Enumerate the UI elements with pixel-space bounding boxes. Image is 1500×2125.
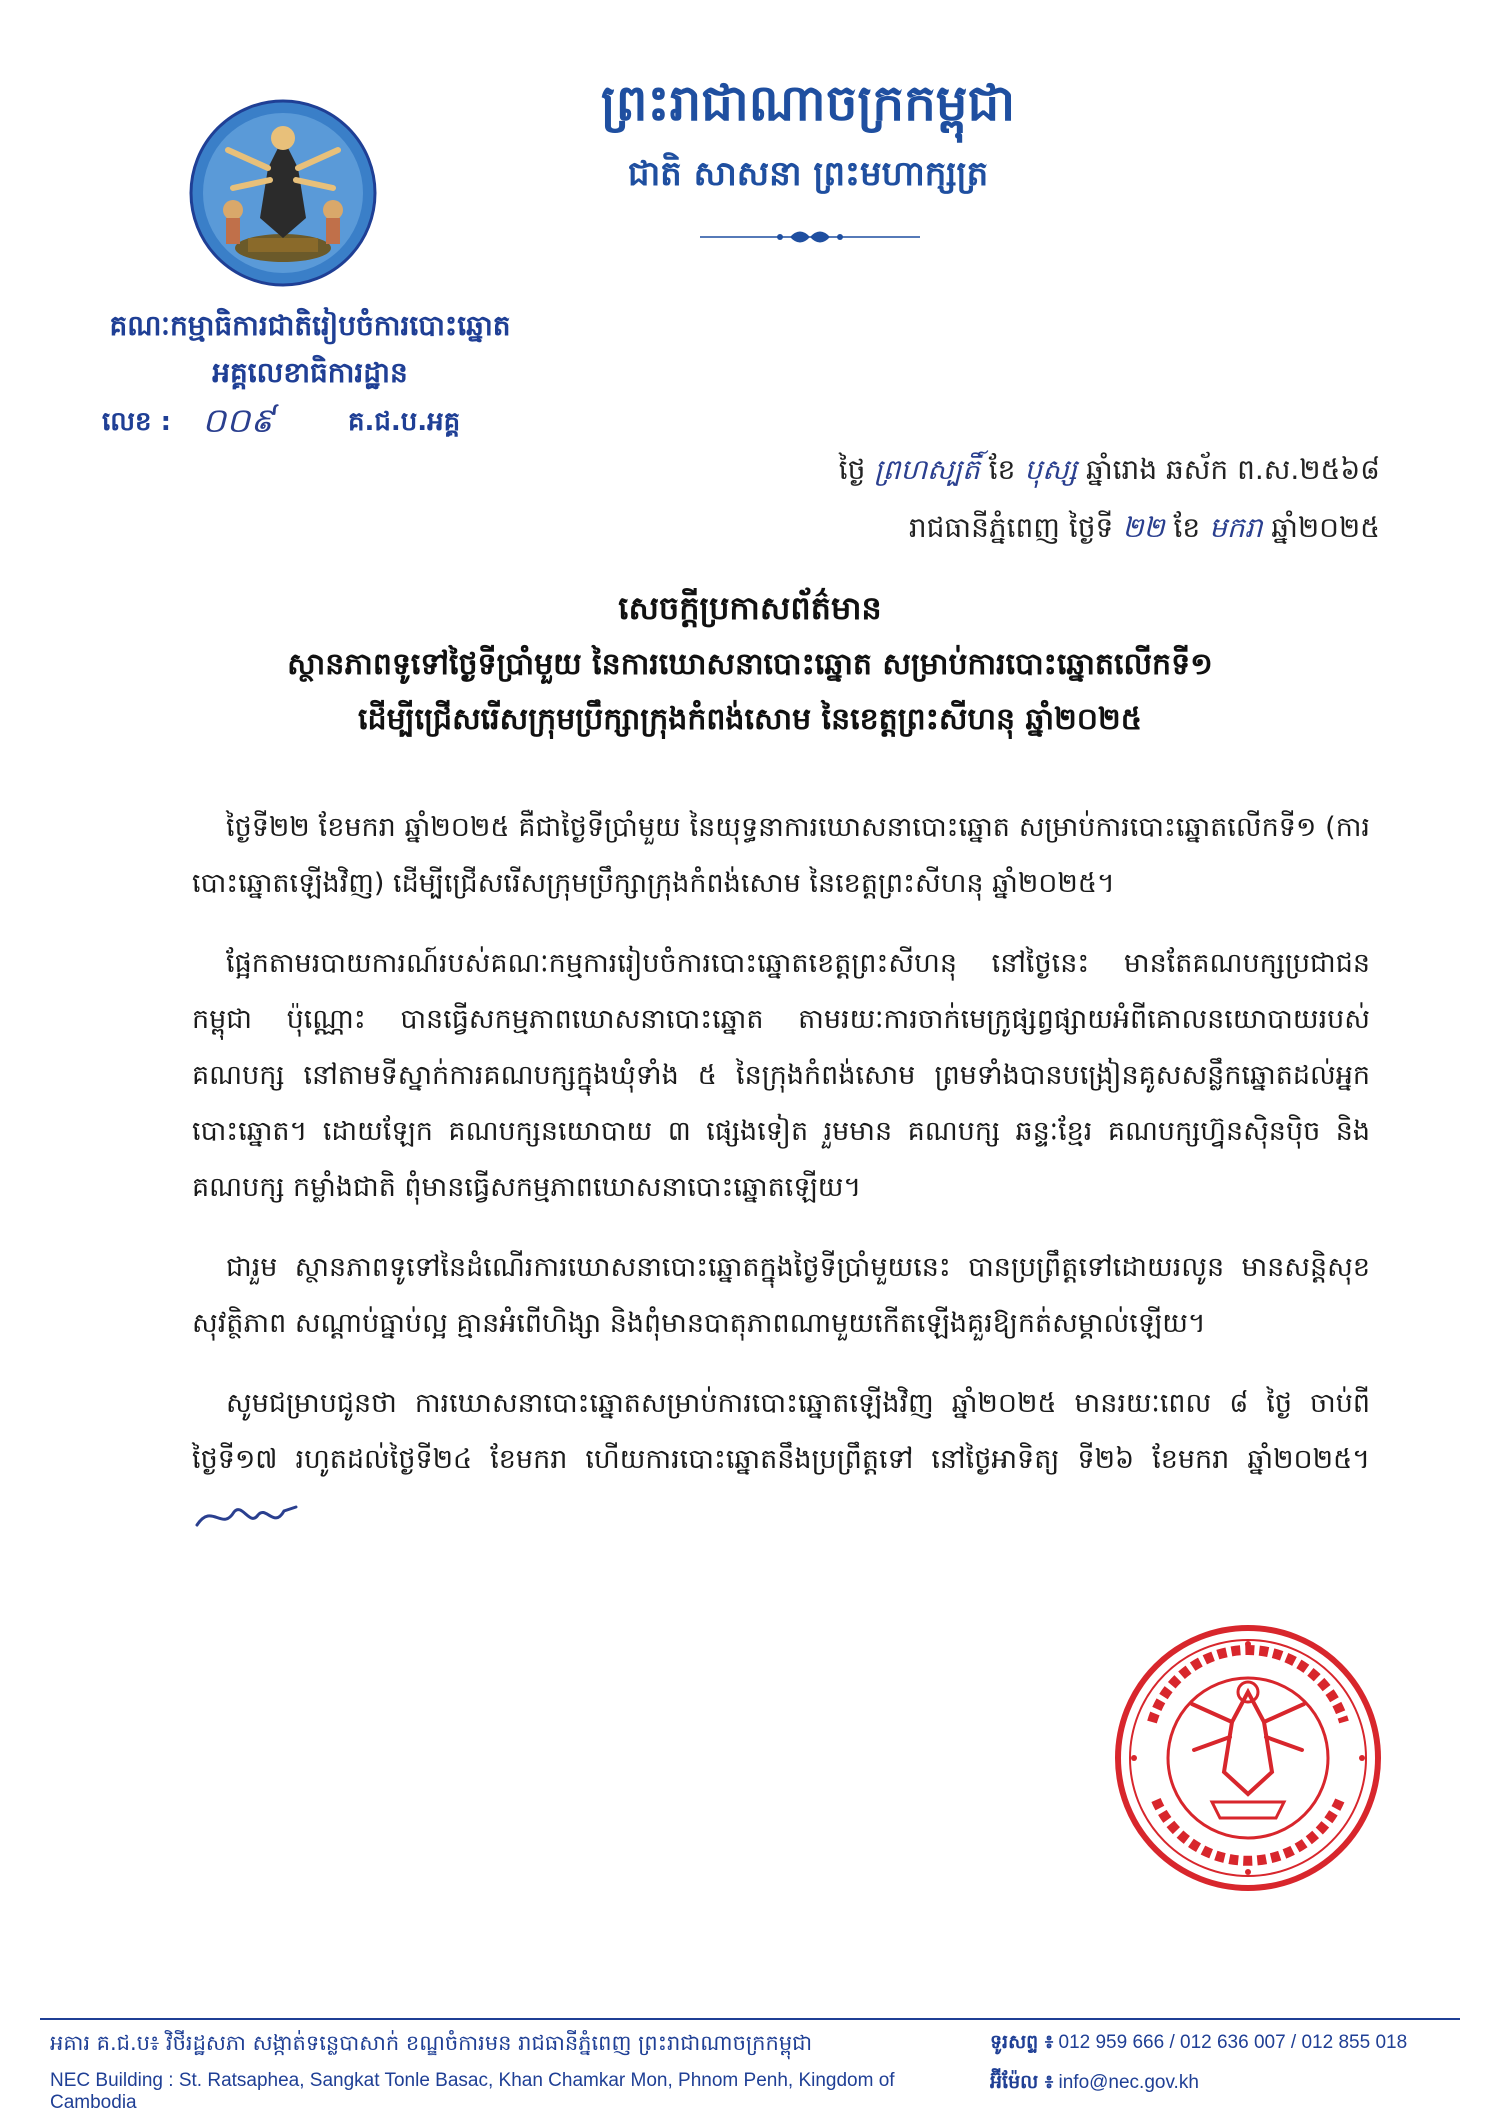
paragraph-1: ថ្ងៃទី២២ ខែមករា ឆ្នាំ២០២៥ គឺជាថ្ងៃទីប្រាំមួយ នៃយុទ្ធនាការឃោសនាបោះឆ្នោត សម្រាប់ការបោះឆ្នោតលើកទី១ (ការបោះឆ្នោតឡើងវិញ) ដើម្បីជ្រើសរើសក្រុមប្រឹក្សាក្រុងកំពង់សោម នៃខេត្តព្រះសីហនុ ឆ្នាំ២០២៥។ — [192, 812, 1370, 899]
lunar-month-value: បុស្ស — [1024, 453, 1078, 486]
phone-value: 012 959 666 / 012 636 007 / 012 855 018 — [1058, 2032, 1408, 2053]
footer-email — [990, 2070, 1460, 2098]
paragraph-4 — [192, 1376, 1370, 1544]
paragraph-2: ផ្អែកតាមរបាយការណ៍របស់គណៈកម្មការរៀបចំការបោះឆ្នោតខេត្តព្រះសីហនុ នៅថ្ងៃនេះ មានតែគណបក្សប្រជាជនកម្ពុជា ប៉ុណ្ណោះ បានធ្វើសកម្មភាពឃោសនាបោះឆ្នោត តាមរយៈការចាក់មេក្រូផ្សព្វផ្សាយអំពីគោលនយោបាយរបស់គណបក្ស នៅតាមទីស្នាក់ការគណបក្សក្នុងឃុំទាំង ៥ នៃក្រុងកំពង់សោម ព្រមទាំងបានបង្រៀនគូសសន្លឹកឆ្នោតដល់អ្នកបោះឆ្នោត។ ដោយឡែក គណបក្សនយោបាយ ៣ ផ្សេងទៀត រួមមាន គណបក្ស ឆន្ទៈខ្មែរ គណបក្សហ្វ៊ុនស៊ិនប៉ិច និងគណបក្ស កម្លាំងជាតិ ពុំមានធ្វើសកម្មភាពឃោសនាបោះឆ្នោតឡើយ។ — [192, 948, 1370, 1203]
reference-value: ០០៩ — [202, 401, 275, 441]
nec-emblem-icon — [188, 98, 378, 288]
footer-phone — [990, 2030, 1460, 2058]
lunar-date — [640, 452, 1380, 493]
reference-code: គ.ជ.ប.អគ្គ — [348, 407, 461, 437]
lunar-year: ឆ្នាំរោង ឆស័ក ព.ស.២៥៦៨ — [1086, 453, 1380, 486]
email-label: អ៊ីម៉ែល ៖ — [990, 2071, 1054, 2093]
organization-name: គណៈកម្មាធិការជាតិរៀបចំការបោះឆ្នោត — [109, 309, 511, 342]
initials-signature-icon — [192, 1497, 302, 1537]
document-subtitle-2: ដើម្បីជ្រើសរើសក្រុមប្រឹក្សាក្រុងកំពង់សោម នៃខេត្តព្រះសីហនុ ឆ្នាំ២០២៥ — [358, 702, 1142, 737]
solar-date — [640, 510, 1380, 551]
phone-label: ទូរសព្ទ ៖ — [990, 2031, 1054, 2053]
month-label: ខែ — [1173, 511, 1201, 544]
footer-divider — [40, 2018, 1460, 2020]
document-subtitle-1: ស្ថានភាពទូទៅថ្ងៃទីប្រាំមួយ នៃការឃោសនាបោះឆ្នោត សម្រាប់ការបោះឆ្នោតលើកទី១ — [287, 647, 1213, 682]
month-value: មករា — [1209, 511, 1263, 544]
place-day-label: រាជធានីភ្នំពេញ ថ្ងៃទី — [908, 511, 1114, 544]
footer-address-english: NEC Building : St. Ratsaphea, Sangkat Tonle Basac, Khan Chamkar Mon, Phnom Penh, Kingdom of Cambodia — [50, 2070, 895, 2113]
official-seal-icon — [1112, 1622, 1384, 1894]
kingdom-heading: ព្រះរាជាណាចក្រកម្ពុជា — [600, 74, 1016, 132]
document-body — [192, 800, 1370, 1568]
lunar-day-value: ព្រហស្បតិ៍ — [874, 453, 980, 486]
national-motto: ជាតិ សាសនា ព្រះមហាក្សត្រ — [627, 154, 989, 194]
document-title: សេចក្តីប្រកាសព័ត៌មាន — [618, 589, 882, 627]
paragraph-4-text: សូមជម្រាបជូនថា ការឃោសនាបោះឆ្នោតសម្រាប់ការបោះឆ្នោតឡើងវិញ ឆ្នាំ២០២៥ មានរយៈពេល ៨ ថ្ងៃ ចាប់ពីថ្ងៃទី១៧ រហូតដល់ថ្ងៃទី២៤ ខែមករា ហើយការបោះឆ្នោតនឹងប្រព្រឹត្តទៅ នៅថ្ងៃអាទិត្យ ទី២៦ ខែមករា ឆ្នាំ២០២៥។ — [192, 1388, 1370, 1475]
email-value: info@nec.gov.kh — [1058, 2072, 1199, 2093]
lunar-day-label: ថ្ងៃ — [838, 453, 866, 486]
reference-label: លេខ : — [102, 407, 171, 437]
organization-department: អគ្គលេខាធិការដ្ឋាន — [212, 356, 408, 389]
footer-address-khmer: អគារ គ.ជ.ប៖ វិថីរដ្ឋសភា សង្កាត់ទន្លេបាសាក់ ខណ្ឌចំការមន រាជធានីភ្នំពេញ ព្រះរាជាណាចក្រកម្ពុជា — [50, 2031, 813, 2055]
year-value: ឆ្នាំ២០២៥ — [1271, 511, 1380, 544]
ornament-divider-icon — [700, 226, 920, 248]
day-value: ២២ — [1122, 511, 1165, 544]
lunar-month-label: ខែ — [988, 453, 1016, 486]
paragraph-3: ជារួម ស្ថានភាពទូទៅនៃដំណើរការឃោសនាបោះឆ្នោតក្នុងថ្ងៃទីប្រាំមួយនេះ បានប្រព្រឹត្តទៅដោយរលូន មានសន្តិសុខ សុវត្ថិភាព សណ្តាប់ធ្នាប់ល្អ គ្មានអំពើហិង្សា និងពុំមានបាតុភាពណាមួយកើតឡើងគួរឱ្យកត់សម្គាល់ឡើយ។ — [192, 1252, 1370, 1339]
